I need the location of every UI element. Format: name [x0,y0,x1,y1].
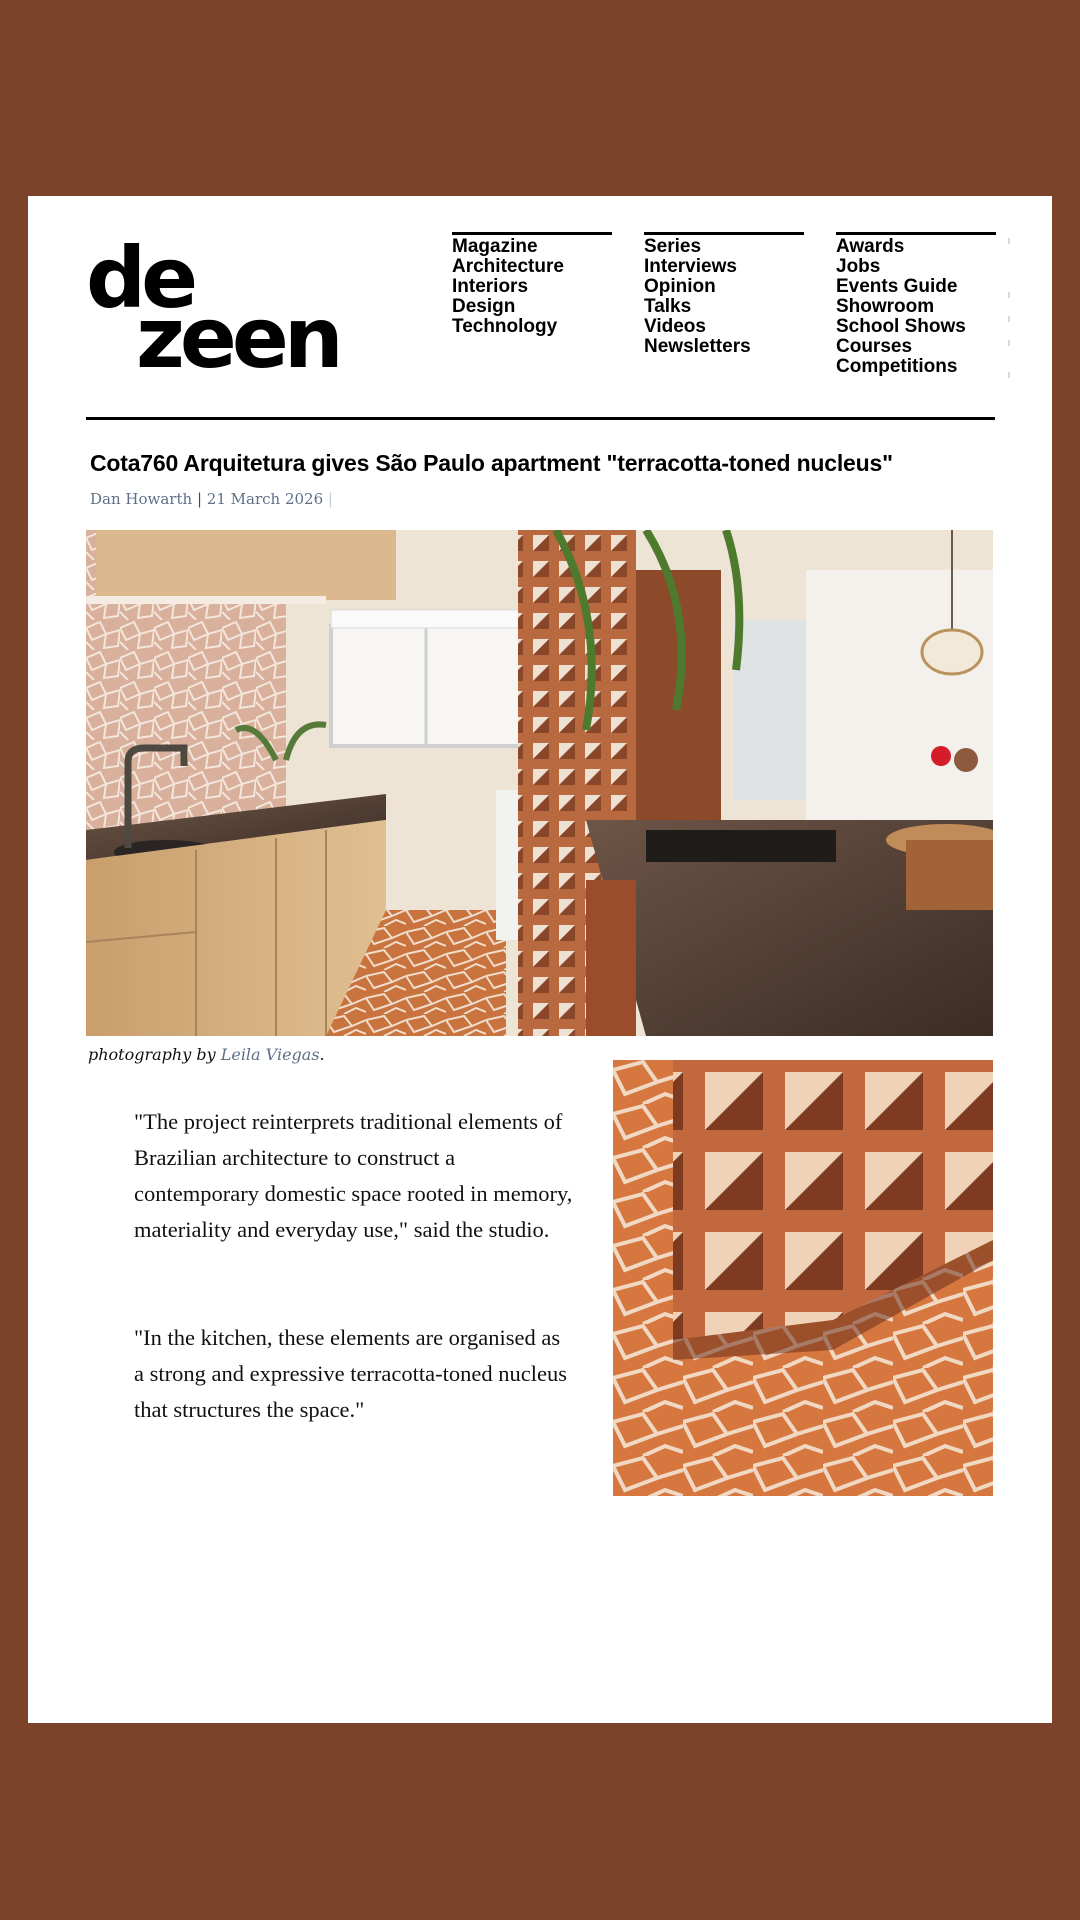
nav-link-magazine[interactable]: Magazine [452,236,538,257]
nav-link-jobs[interactable]: Jobs [836,256,881,277]
nav-link-events-guide[interactable]: Events Guide [836,276,958,297]
article-title: Cota760 Arquitetura gives São Paulo apartment "terracotta-toned nucleus" [90,450,893,476]
nav-link-awards[interactable]: Awards [836,236,905,257]
nav-link-videos[interactable]: Videos [644,316,706,337]
nav-column-3 [836,232,996,377]
nav-link-showroom[interactable]: Showroom [836,296,935,317]
nav-link-competitions[interactable]: Competitions [836,356,958,377]
publish-date: 21 March 2026 [206,490,324,508]
nav-link-design[interactable]: Design [452,296,516,317]
nav-link-courses[interactable]: Courses [836,336,913,357]
byline-end-separator: | [327,490,333,508]
header-divider [86,417,995,420]
author-link[interactable]: Dan Howarth [90,490,193,508]
nav-link-interviews[interactable]: Interviews [644,256,737,277]
dezeen-logo[interactable] [86,229,346,387]
photographer-link[interactable]: Leila Viegas [220,1045,320,1064]
hero-kitchen-image [86,530,993,1036]
article-byline [90,490,333,508]
nav-link-technology[interactable]: Technology [452,316,558,337]
nav-scroll-edge [1007,232,1011,382]
nav-link-opinion[interactable]: Opinion [644,276,716,297]
article-card [28,196,1052,1723]
nav-column-1 [452,232,612,337]
nav-link-architecture[interactable]: Architecture [452,256,564,277]
caption-prefix: photography by [88,1045,216,1064]
studio-quote-2: "In the kitchen, these elements are organised as a strong and expressive terracotta-toned nucleus that structures the space." [134,1325,567,1422]
photo-caption [88,1045,325,1064]
nav-link-school-shows[interactable]: School Shows [836,316,966,337]
nav-link-talks[interactable]: Talks [644,296,692,317]
nav-link-interiors[interactable]: Interiors [452,276,529,297]
nav-link-newsletters[interactable]: Newsletters [644,336,751,357]
nav-link-series[interactable]: Series [644,236,702,257]
studio-quote-1: "The project reinterprets traditional elements of Brazilian architecture to construct a contemporary domestic space rooted in memory, materiality and everyday use," said the studio. [134,1109,573,1242]
nav-column-2 [644,232,804,357]
logo-line-2: zeen [136,289,339,387]
byline-separator: | [196,490,202,508]
caption-suffix: . [319,1045,325,1064]
terracotta-detail-image [613,1060,993,1496]
logo-line-1: de [86,229,194,327]
